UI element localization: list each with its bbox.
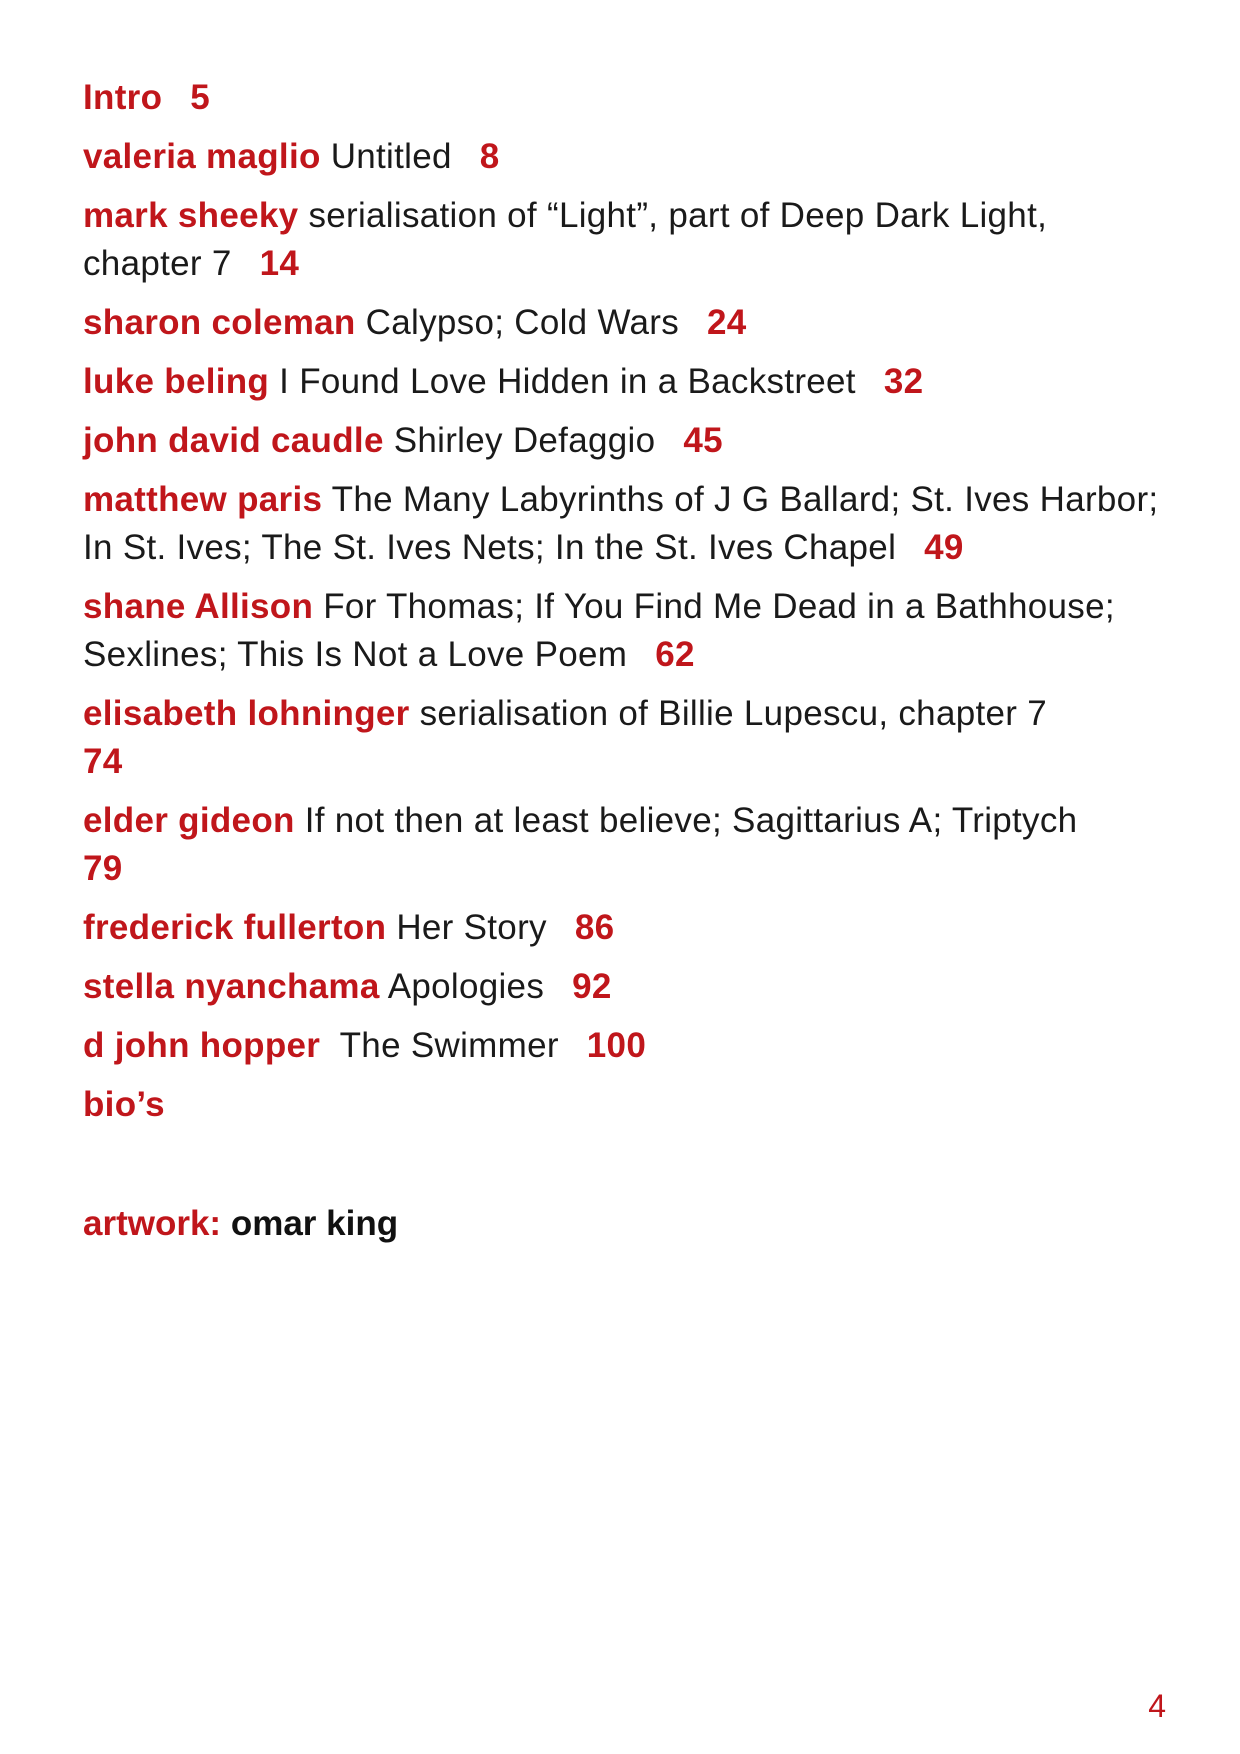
toc-page-number: 14 <box>259 244 300 283</box>
toc-page-number: 32 <box>883 362 924 401</box>
toc-entry-elder-gideon[interactable] <box>83 797 1173 893</box>
toc-page-number: 92 <box>572 967 612 1006</box>
toc-author: john david caudle <box>83 421 384 460</box>
toc-title: The Many Labyrinths of J G Ballard; St. Ives Harbor; In St. Ives; The St. Ives Nets; In the St. Ives Chapel <box>83 480 1159 567</box>
toc-title: Apologies <box>387 967 545 1006</box>
page-number: 4 <box>1148 1688 1166 1724</box>
toc-author: frederick fullerton <box>83 908 387 947</box>
artwork-artist-name: omar king <box>230 1204 399 1243</box>
artwork-label: artwork: <box>83 1204 222 1243</box>
toc-author: stella nyanchama <box>83 967 380 1006</box>
toc-page-number: 79 <box>83 849 123 888</box>
toc-title: If not then at least believe; Sagittarius A; Triptych <box>304 801 1078 840</box>
toc-page-number: 62 <box>655 635 695 674</box>
toc-entry-sharon-coleman[interactable] <box>83 299 1173 347</box>
toc-entry-matthew-paris[interactable] <box>83 476 1173 572</box>
toc-entry-mark-sheeky[interactable] <box>83 192 1173 288</box>
toc-author: valeria maglio <box>83 137 321 176</box>
artwork-credit <box>83 1200 398 1248</box>
toc-page-number: 49 <box>924 528 964 567</box>
toc-page-number: 5 <box>190 78 211 117</box>
toc-title: The Swimmer <box>339 1026 559 1065</box>
toc-entry-john-david-caudle[interactable] <box>83 417 1173 465</box>
toc-entry-frederick-fullerton[interactable] <box>83 904 1173 952</box>
toc-title: Calypso; Cold Wars <box>365 303 680 342</box>
toc-title: For Thomas; If You Find Me Dead in a Bathhouse; Sexlines; This Is Not a Love Poem <box>83 587 1115 674</box>
toc-page-number: 8 <box>479 137 500 176</box>
toc-title: Her Story <box>396 908 547 947</box>
toc-entry-d-john-hopper[interactable] <box>83 1022 1173 1070</box>
toc-title: Untitled <box>330 137 452 176</box>
table-of-contents <box>83 74 1173 1140</box>
toc-author: sharon coleman <box>83 303 356 342</box>
toc-author: bio’s <box>83 1085 165 1124</box>
toc-title: serialisation of “Light”, part of Deep Dark Light, chapter 7 <box>83 196 1048 283</box>
toc-entry-intro[interactable] <box>83 74 1173 122</box>
toc-entry-valeria-maglio[interactable] <box>83 133 1173 181</box>
toc-author: Intro <box>83 78 163 117</box>
toc-author: mark sheeky <box>83 196 299 235</box>
toc-entry-elisabeth-lohninger[interactable] <box>83 690 1173 786</box>
toc-title: Shirley Defaggio <box>393 421 656 460</box>
toc-author: shane Allison <box>83 587 314 626</box>
toc-entry-luke-beling[interactable] <box>83 358 1173 406</box>
toc-title: I Found Love Hidden in a Backstreet <box>279 362 856 401</box>
toc-author: matthew paris <box>83 480 323 519</box>
toc-title: serialisation of Billie Lupescu, chapter 7 <box>419 694 1048 733</box>
toc-page-number: 100 <box>586 1026 647 1065</box>
toc-entry-stella-nyanchama[interactable] <box>83 963 1173 1011</box>
toc-page-number: 24 <box>707 303 747 342</box>
toc-author: elder gideon <box>83 801 295 840</box>
toc-author: luke beling <box>83 362 270 401</box>
toc-page-number: 74 <box>83 742 123 781</box>
toc-entry-shane-allison[interactable] <box>83 583 1173 679</box>
toc-entry-bios[interactable] <box>83 1081 1173 1129</box>
toc-page-number: 45 <box>683 421 723 460</box>
toc-page-number: 86 <box>574 908 615 947</box>
toc-author: d john hopper <box>83 1026 321 1065</box>
toc-author: elisabeth lohninger <box>83 694 410 733</box>
